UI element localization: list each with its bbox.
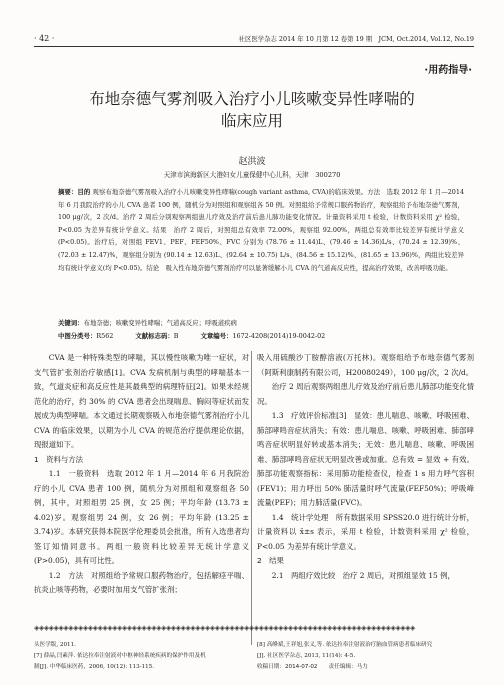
journal-citation: 社区医学杂志 2014 年 10 月第 12 卷第 19 期 JCM, Oct.2014, Vol.12, No.19 xyxy=(238,34,474,43)
article-id-label: 文章编号： xyxy=(200,332,233,340)
decorative-divider: ◈◈◈◈◈◈◈◈◈◈◈◈◈◈◈◈◈◈◈◈◈◈◈◈◈◈◈◈◈◈◈◈◈◈◈◈◈◈◈◈◈◈◈◈◈◈◈◈◈◈◈◈◈◈◈◈◈◈◈◈◈◈◈◈◈◈◈◈◈◈◈◈◈◈◈◈◈◈ xyxy=(34,624,415,632)
article-title xyxy=(40,88,464,132)
received-date-editor: 收稿日期：2014-07-02 责任编辑：马力 xyxy=(257,664,368,670)
body-left-column xyxy=(34,351,249,598)
article-id-value: 1672-4208(2014)19-0042-02 xyxy=(232,332,326,340)
reference-line: 制[J]. 中华临床医药，2006, 10(12): 113-115. xyxy=(34,664,154,670)
paragraph-efficacy-comparison: 2.1 两组疗效比较 治疗 2 周后，对照组显效 15 例， xyxy=(271,570,455,580)
clc-value: R562 xyxy=(96,332,114,340)
paragraph-methods: 1.2 方法 对照组给予常规口服药物治疗，包括解痉平喘、抗炎止咳等药物，必要时加用支气管扩张剂； xyxy=(34,570,249,594)
section-heading-materials-methods: 1 资料与方法 xyxy=(34,454,84,464)
paragraph-general-data: 1.1 一般资料 选取 2012 年 1 月—2014 年 6 月我院治疗的小儿 CVA 患者 100 例，随机分为对照组和观察组各 50 例，其中，对照组男 25 例，女 25 例；平均年龄 (13.73 ± 4.02)岁。观察组男 24 例，女 26 例；平均年龄 (13.25 ± 3.74)岁。本研究获得本院医学伦理委员会批准，所有入选患者均签订知情同意书。两组一般资料比较差异无统计学意义(P>0.05)，具有可比性。 xyxy=(34,469,249,565)
abstract-label: 摘要：目的 xyxy=(58,188,91,196)
affiliation: 天津市滨海新区大港妇女儿童保健中心儿科，天津 300270 xyxy=(163,171,341,179)
paragraph-statistics: 1.4 统计学处理 所有数据采用 SPSS20.0 进行统计分析，计量资料以 x̄±s 表示，采用 t 检验，计数资料采用 χ² 检验，P<0.05 为差异有统计学意义。 xyxy=(257,512,474,551)
reference-line: [8] 高峰斌,王祥旭,张义,等. 依达拉奉注射液治疗脑血管病患者临床研究 xyxy=(257,642,433,648)
intro-paragraph: CVA 是一种特殊类型的哮喘，其以慢性咳嗽为唯一症状，对支气管扩张剂治疗敏感[1]。CVA 发病机制与典型的哮喘基本一致，气道炎症和高反应性是其最典型的病理特征[2]。如果未经规范化的治疗，约 30% 的 CVA 患者会出现喘息、胸闷等症状而发展成为典型哮喘。本文通过长期观察吸入布地奈德气雾剂治疗小儿 CVA 的临床效果，以期为小儿 CVA 的规范治疗提供理论依据，现报道如下。 xyxy=(34,353,249,449)
clc-label: 中图分类号： xyxy=(58,332,97,340)
author: 赵洪波 xyxy=(238,157,266,167)
body-right-column xyxy=(257,351,474,583)
page-number: · 42 · xyxy=(34,33,55,43)
classification-line xyxy=(58,331,464,340)
reference-line: 头医学版, 2011. xyxy=(34,642,76,648)
keywords-label: 关键词： xyxy=(58,319,84,327)
section-heading-results: 2 结果 xyxy=(257,556,284,565)
references-right xyxy=(257,640,474,673)
title-line-2: 临床应用 xyxy=(220,112,283,130)
column-tag: ·用药指导· xyxy=(424,65,472,76)
reference-line: [J]. 社区医学杂志, 2013, 11(14): 4-5. xyxy=(257,653,356,659)
column-divider xyxy=(251,351,252,645)
paragraph-efficacy-criteria: 1.3 疗效评价标准[3] 显效：患儿喘息、咳嗽、呼吸困难、肺部哮鸣音症状消失；有效：患儿喘息、咳嗽、呼吸困难、肺部哮鸣音症状明显好转或基本消失；无效：患儿喘息、咳嗽、呼吸困难、肺部哮鸣音症状无明显改善或加重。总有效 = 显效 + 有效。肺部功能观察指标：采用肺功能检查仪，检查 1 s 用力呼气容积(FEV1)；用力呼出 50% 肺活量时呼气流量(FEF50%)；呼吸峰流量(PEF)；用力肺活量(FVC)。 xyxy=(257,411,474,507)
header-rule xyxy=(34,46,474,47)
doc-value: B xyxy=(173,332,179,340)
keywords-text: 布地奈德；咳嗽变异性哮喘；气道高反应；呼吸道疾病 xyxy=(83,319,237,327)
paragraph-observation: 治疗 2 周后观察两组患儿疗效及治疗前后患儿肺部功能变化情况。 xyxy=(257,382,474,406)
abstract xyxy=(58,186,464,274)
title-line-1: 布地奈德气雾剂吸入治疗小儿咳嗽变异性哮喘的 xyxy=(89,90,415,108)
reference-line: [7] 薛晶,闫素萍. 依达拉奉注射液对中枢神经系统疾病的保护作用及机 xyxy=(34,653,206,659)
doc-label: 文献标志码： xyxy=(135,332,174,340)
keywords xyxy=(58,318,464,327)
abstract-text: 观察布地奈德气雾剂吸入治疗小儿咳嗽变异性哮喘(cough variant asthma, CVA)的临床效果。方法 选取 2012 年 1 月—2014 年 6 月我院治疗的小儿 CVA 患者 100 例，随机分为对照组和观察组各 50 例。对照组给予常规口服药物治疗，观察组给予布地奈德气雾剂，100 μg/次，2 次/d。治疗 2 周后分别观察两组患儿疗效及治疗前后患儿肺功能变化情况。计量资料采用 t 检验，计数资料采用 χ² 检验，P<0.05 为差异有统计学意义。结果 治疗 2 周后，对照组总有效率 72.00%，观察组 92.00%，两组总有效率比较差异有统计学意义(P<0.05)。治疗后，对照组 FEV1、PEF、FEF50%、FVC 分别为 (78.76 ± 11.44)L、(79.46 ± 14.36)L/s、(70.24 ± 12.39)%、(72.03 ± 12.47)%，观察组分别为 (90.14 ± 12.63)L、(92.64 ± 10.75) L/s、(84.56 ± 15.12)%、(81.65 ± 13.96)%，两组比较差异均有统计学意义(均 P<0.05)。结论 吸入性布地奈德气雾剂治疗可以显著缓解小儿 CVA 的气道高反应性，提高治疗效果，改善呼吸功能。 xyxy=(58,188,465,272)
running-header xyxy=(34,32,474,44)
references-left xyxy=(34,640,249,673)
paragraph-methods-cont: 吸入用硫酸沙丁胺醇溶液(万托林)。观察组给予布地奈德气雾剂（阿斯利康制药有限公司，H20080249），100 μg/次，2 次/d。 xyxy=(257,353,474,377)
